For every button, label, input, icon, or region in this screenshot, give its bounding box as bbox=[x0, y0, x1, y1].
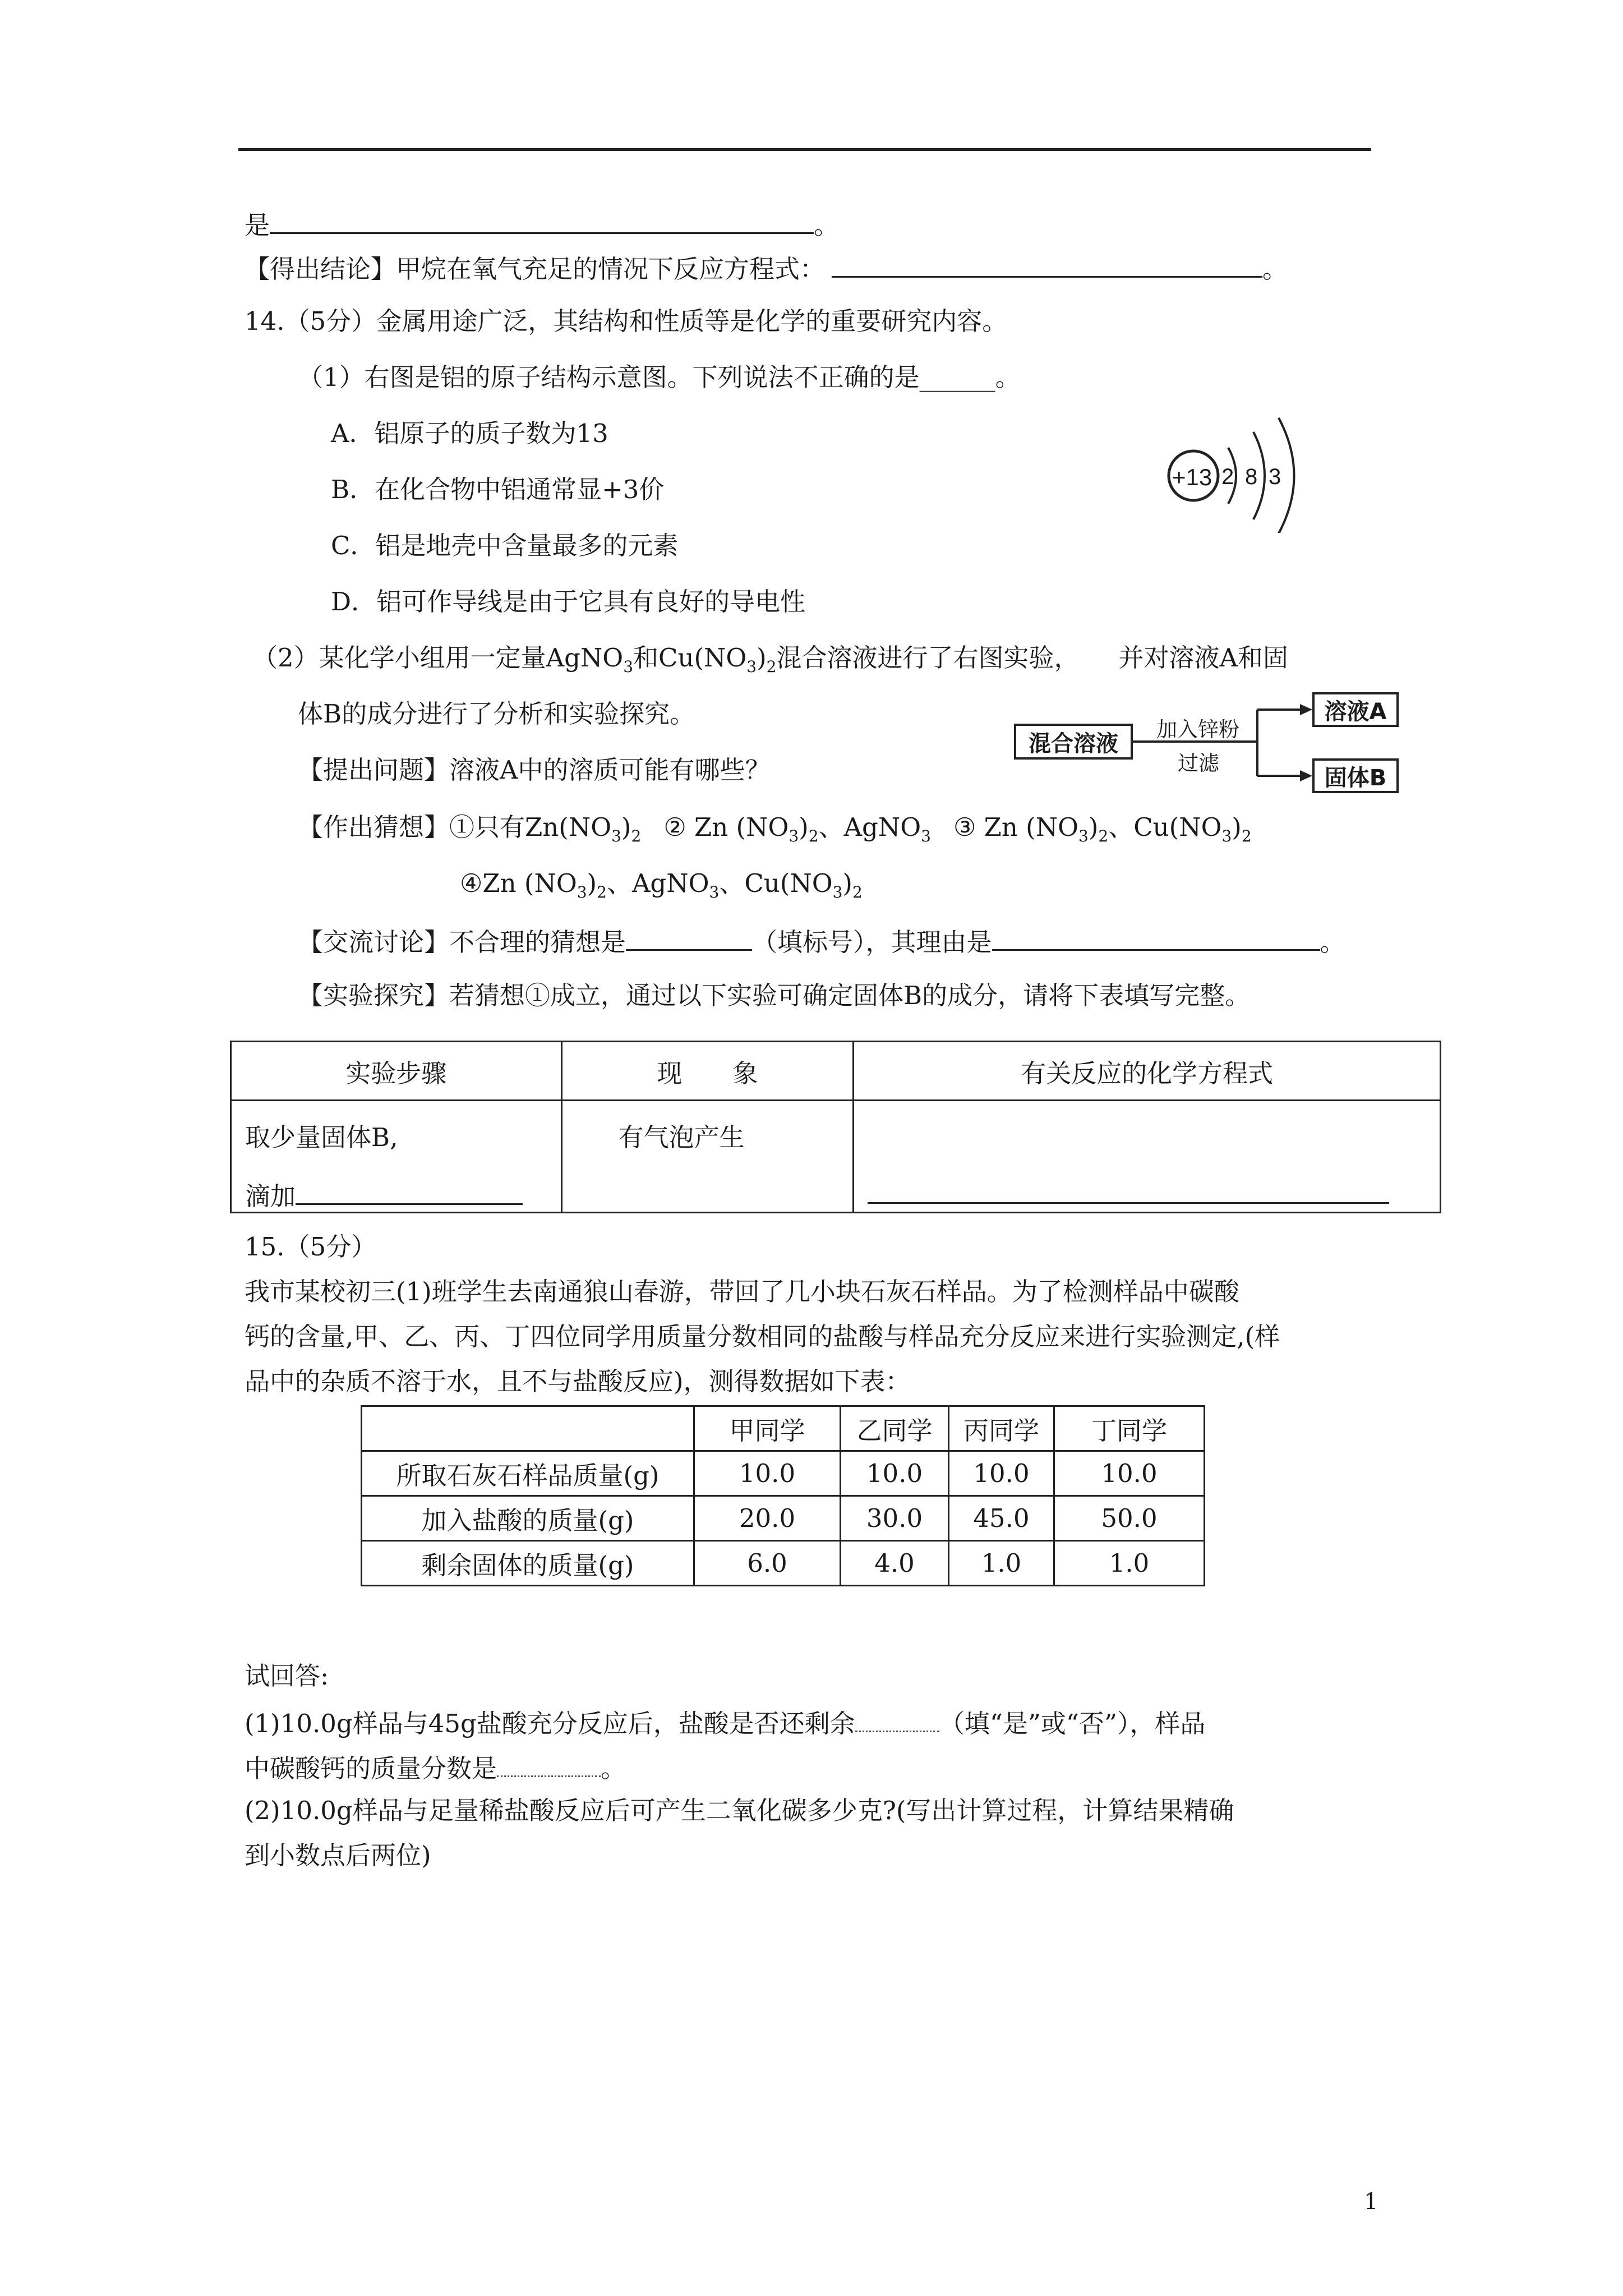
intro-e: 并对溶液A和固 bbox=[1118, 643, 1289, 673]
answer-line-continuation bbox=[245, 210, 839, 238]
discuss-tag: 【交流讨论】 bbox=[298, 927, 450, 957]
answer-2-line-1: (2)10.0g样品与足量稀盐酸反应后可产生二氧化碳多少克?(写出计算过程，计算结果精确 bbox=[245, 1796, 1234, 1825]
answer-blank[interactable] bbox=[270, 210, 814, 234]
header-steps: 实验步骤 bbox=[231, 1042, 562, 1101]
paren: ) bbox=[1088, 812, 1099, 842]
header-phenomenon: 现 象 bbox=[561, 1042, 854, 1101]
table-row bbox=[362, 1496, 1205, 1541]
cell: 10.0 bbox=[1054, 1451, 1205, 1496]
step-line-2 bbox=[245, 1181, 523, 1209]
sample-data-table bbox=[361, 1405, 1205, 1586]
line1-suffix: 。 bbox=[814, 210, 840, 240]
guess-2-c: 、AgNO bbox=[818, 812, 921, 842]
q15-para-line-1: 我市某校初三(1)班学生去南通狼山春游，带回了几小块石灰石样品。为了检测样品中碳酸 bbox=[245, 1277, 1239, 1306]
q14-title: 14.（5分）金属用途广泛，其结构和性质等是化学的重要研究内容。 bbox=[245, 306, 1008, 336]
table-row bbox=[362, 1541, 1205, 1586]
phenomenon-text: 有气泡产生 bbox=[618, 1122, 745, 1152]
answer-2-line-2: 到小数点后两位) bbox=[245, 1841, 431, 1870]
cell: 20.0 bbox=[694, 1496, 841, 1541]
sub-2: 2 bbox=[766, 657, 777, 676]
guess-tag: 【作出猜想】 bbox=[298, 812, 450, 842]
sub-3: 3 bbox=[1221, 827, 1232, 845]
header-student-yi: 乙同学 bbox=[841, 1406, 949, 1451]
mass-fraction-blank[interactable] bbox=[497, 1753, 601, 1777]
sub-2: 2 bbox=[1241, 827, 1252, 845]
q15-title: 15.（5分） bbox=[245, 1232, 377, 1262]
sub-3: 3 bbox=[623, 657, 634, 676]
raise-question-line bbox=[298, 757, 771, 783]
cell: 10.0 bbox=[949, 1451, 1054, 1496]
step-cell bbox=[231, 1101, 562, 1213]
shell-1-electrons: 2 bbox=[1221, 464, 1234, 489]
option-b: B．在化合物中铝通常显+3价 bbox=[331, 475, 665, 504]
flow-action-bottom: 过滤 bbox=[1178, 751, 1219, 775]
sub-2: 2 bbox=[808, 827, 819, 845]
equation-blank[interactable] bbox=[832, 254, 1262, 278]
step-drop-label: 滴加 bbox=[245, 1181, 296, 1211]
cell: 10.0 bbox=[694, 1451, 841, 1496]
page-number: 1 bbox=[1364, 2189, 1378, 2215]
cell: 1.0 bbox=[1054, 1541, 1205, 1586]
experiment-table bbox=[230, 1041, 1441, 1213]
p1-answer-blank[interactable]: ______ bbox=[919, 362, 995, 392]
cell: 4.0 bbox=[841, 1541, 949, 1586]
conclusion-tag: 【得出结论】 bbox=[245, 254, 396, 284]
sub-2: 2 bbox=[1098, 827, 1109, 845]
paren: ) bbox=[842, 868, 852, 898]
cell: 30.0 bbox=[841, 1496, 949, 1541]
reason-blank[interactable] bbox=[992, 927, 1320, 951]
guess-2: ② Zn (NO bbox=[663, 812, 789, 842]
step-line-1: 取少量固体B, bbox=[245, 1122, 398, 1152]
question-tag: 【提出问题】 bbox=[298, 755, 450, 785]
cell: 1.0 bbox=[949, 1541, 1054, 1586]
a1-text-d: 。 bbox=[601, 1754, 626, 1783]
table-row bbox=[362, 1451, 1205, 1496]
header-student-bing: 丙同学 bbox=[949, 1406, 1054, 1451]
intro-b: 和Cu(NO bbox=[633, 643, 747, 673]
sub-3: 3 bbox=[789, 827, 799, 845]
a1-text-a: (1)10.0g样品与45g盐酸充分反应后，盐酸是否还剩余 bbox=[245, 1709, 855, 1738]
option-d: D．铝可作导线是由于它具有良好的导电性 bbox=[331, 587, 806, 616]
arrow-right-icon bbox=[1300, 704, 1312, 715]
answer-intro: 试回答: bbox=[245, 1661, 329, 1691]
row-label: 所取石灰石样品质量(g) bbox=[362, 1451, 694, 1496]
p1-stem-text: （1）右图是铝的原子结构示意图。下列说法不正确的是 bbox=[298, 362, 920, 392]
paren: ) bbox=[621, 812, 631, 842]
sub-2: 2 bbox=[852, 883, 863, 901]
equation-answer-line[interactable] bbox=[868, 1202, 1389, 1204]
guess-4: ④Zn (NO bbox=[460, 868, 577, 898]
line1-prefix: 是 bbox=[245, 210, 270, 240]
paren: ) bbox=[799, 812, 809, 842]
header-blank bbox=[362, 1406, 694, 1451]
sub-3: 3 bbox=[709, 883, 720, 901]
guess-4-d: 、Cu(NO bbox=[719, 868, 833, 898]
p1-stem-suffix: 。 bbox=[995, 362, 1021, 392]
explore-line bbox=[298, 983, 1250, 1008]
question-text: 溶液A中的溶质可能有哪些？ bbox=[449, 755, 771, 785]
cell: 10.0 bbox=[841, 1451, 949, 1496]
flow-start-mixed-solution: 混合溶液 bbox=[1014, 724, 1133, 760]
paren: ) bbox=[1232, 812, 1242, 842]
option-c: C．铝是地壳中含量最多的元素 bbox=[331, 531, 679, 560]
sub-3: 3 bbox=[1078, 827, 1089, 845]
conclusion-line bbox=[245, 254, 1288, 282]
explore-tag: 【实验探究】 bbox=[298, 981, 450, 1010]
sub-3: 3 bbox=[746, 657, 757, 676]
discuss-text-2: （填标号），其理由是 bbox=[752, 927, 992, 957]
sub-2: 2 bbox=[597, 883, 607, 901]
discuss-text-1: 不合理的猜想是 bbox=[449, 927, 626, 957]
sub-3: 3 bbox=[832, 883, 843, 901]
phenomenon-cell bbox=[561, 1101, 854, 1213]
nucleus-charge: +13 bbox=[1172, 464, 1212, 490]
header-student-ding: 丁同学 bbox=[1054, 1406, 1205, 1451]
equation-cell[interactable] bbox=[854, 1101, 1441, 1213]
flow-arrows bbox=[1133, 693, 1315, 788]
q15-para-line-2: 钙的含量,甲、乙、丙、丁四位同学用质量分数相同的盐酸与样品充分反应来进行实验测定,(样 bbox=[245, 1322, 1280, 1351]
explore-text: 若猜想①成立，通过以下实验可确定固体B的成分，请将下表填写完整。 bbox=[449, 981, 1251, 1010]
hypothesis-line-1 bbox=[298, 812, 1252, 845]
q14-p2-intro bbox=[252, 645, 1288, 675]
paren: ) bbox=[587, 868, 597, 898]
cell: 6.0 bbox=[694, 1541, 841, 1586]
guess-1: ①只有Zn(NO bbox=[449, 812, 612, 842]
discussion-line bbox=[298, 927, 1345, 955]
a1-text-b: （填“是”或“否”），样品 bbox=[939, 1709, 1206, 1738]
sub-3: 3 bbox=[921, 827, 931, 845]
hypothesis-line-2 bbox=[460, 868, 863, 901]
sub-3: 3 bbox=[611, 827, 621, 845]
conclusion-suffix: 。 bbox=[1262, 254, 1288, 284]
shell-2-electrons: 8 bbox=[1245, 464, 1258, 489]
sub-3: 3 bbox=[577, 883, 587, 901]
row-label: 剩余固体的质量(g) bbox=[362, 1541, 694, 1586]
guess-3-c: 、Cu(NO bbox=[1108, 812, 1222, 842]
intro-c: ) bbox=[757, 643, 767, 673]
sub-2: 2 bbox=[631, 827, 642, 845]
flow-output-solid-b: 固体B bbox=[1312, 758, 1399, 793]
guess-3: ③ Zn (NO bbox=[953, 812, 1078, 842]
a1-text-c: 中碳酸钙的质量分数是 bbox=[245, 1754, 497, 1783]
unreasonable-guess-blank[interactable] bbox=[626, 927, 752, 951]
reagent-blank[interactable] bbox=[296, 1181, 523, 1205]
flow-action-top: 加入锌粉 bbox=[1156, 717, 1239, 742]
conclusion-text: 甲烷在氧气充足的情况下反应方程式： bbox=[396, 254, 826, 284]
q14-p1-stem bbox=[298, 362, 1021, 392]
row-label: 加入盐酸的质量(g) bbox=[362, 1496, 694, 1541]
q15-para-line-3: 品中的杂质不溶于水，且不与盐酸反应)，测得数据如下表： bbox=[245, 1366, 911, 1396]
header-equation: 有关反应的化学方程式 bbox=[854, 1042, 1441, 1101]
header-student-jia: 甲同学 bbox=[694, 1406, 841, 1451]
table-header-row bbox=[231, 1042, 1441, 1101]
arrow-right-icon bbox=[1300, 770, 1312, 781]
table-row bbox=[231, 1101, 1441, 1213]
header-rule bbox=[238, 148, 1371, 151]
intro-a: （2）某化学小组用一定量AgNO bbox=[252, 643, 624, 673]
answer-1-line-1 bbox=[245, 1708, 1205, 1736]
option-a: A．铝原子的质子数为13 bbox=[331, 418, 608, 448]
guess-4-c: 、AgNO bbox=[606, 868, 709, 898]
table-header-row bbox=[362, 1406, 1205, 1451]
cell: 50.0 bbox=[1054, 1496, 1205, 1541]
answer-1-line-2 bbox=[245, 1753, 626, 1781]
acid-remaining-blank[interactable] bbox=[855, 1708, 939, 1732]
flow-output-solution-a: 溶液A bbox=[1312, 692, 1399, 727]
intro-d: 混合溶液进行了右图实验， bbox=[776, 643, 1080, 673]
cell: 45.0 bbox=[949, 1496, 1054, 1541]
q14-p2-intro-line2: 体B的成分进行了分析和实验探究。 bbox=[298, 699, 695, 729]
shell-3-electrons: 3 bbox=[1269, 464, 1281, 489]
discuss-suffix: 。 bbox=[1320, 927, 1345, 957]
